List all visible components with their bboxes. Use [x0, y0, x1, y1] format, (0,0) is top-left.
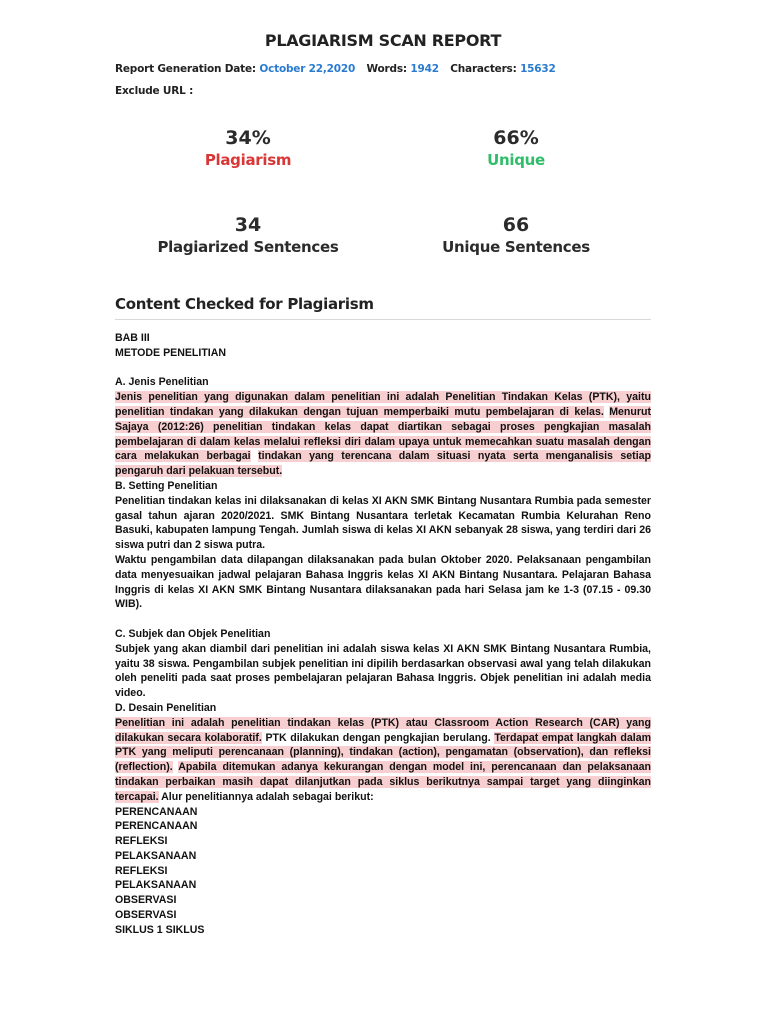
date-value: October 22,2020	[259, 63, 356, 75]
plagiarized-sentences-label: Plagiarized Sentences	[157, 238, 339, 256]
chars-value: 15632	[520, 63, 556, 75]
report-meta	[115, 63, 556, 75]
content-section-title: Content Checked for Plagiarism	[115, 295, 374, 313]
section-b-paragraph-2: Waktu pengambilan data dilapangan dilaksanakan pada bulan Oktober 2020. Pelaksanaan pengambilan data menyesuaikan jadwal pelajaran Bahasa Inggris kelas XI AKN Bintang Nusantara. Pelajaran Bahasa Inggris di kelas XI AKN SMK Bintang Nusantara dilaksanakan pada hari Selasa jam ke 1-3 (07.15 - 09.30 WIB).	[115, 553, 651, 611]
list-item: PELAKSANAAN	[115, 879, 197, 892]
section-b-heading: B. Setting Penelitian	[115, 479, 218, 492]
chars-label: Characters:	[450, 63, 517, 75]
section-b-paragraph-1: Penelitian tindakan kelas ini dilaksanakan di kelas XI AKN SMK Bintang Nusantara Rumbia pada semester gasal tahun ajaran 2020/2021. SMK Bintang Nusantara terletak Kecamatan Rumbia Kelurahan Reno Basuki, kabupaten lampung Tengah. Jumlah siswa di kelas XI AKN sebanyak 28 siswa, yang terdiri dari 26 siswa putri dan 2 siswa putra.	[115, 494, 651, 552]
chapter-subtitle: METODE PENELITIAN	[115, 346, 227, 359]
unique-label: Unique	[487, 151, 545, 169]
section-a-heading: A. Jenis Penelitian	[115, 376, 209, 389]
plagiarism-label: Plagiarism	[204, 151, 292, 169]
list-item: OBSERVASI	[115, 894, 177, 907]
list-item: OBSERVASI	[115, 909, 177, 922]
unique-percent: 66%	[493, 127, 539, 149]
list-item: PELAKSANAAN	[115, 849, 197, 862]
section-c-paragraph: Subjek yang akan diambil dari penelitian ini adalah siswa kelas XI AKN SMK Bintang Nusantara Rumbia, yaitu 38 siswa. Pengambilan subjek penelitian ini dipilih berdasarkan observasi awal yang telah dilakukan oleh peneliti pada saat proses pembelajaran pelajaran Bahasa Inggris. Objek penelitian ini adalah media video.	[115, 642, 651, 700]
words-value: 1942	[410, 63, 439, 75]
chapter-heading: BAB III	[115, 332, 150, 344]
plagiarized-sentence: Menurut Sajaya (2012:26) penelitian tindakan kelas dapat diartikan sebagai proses pengkajian masalah pembelajaran di dalam kelas melalui refleksi diri dalam upaya untuk memecahkan suatu masalah dengan cara melakukan berbagai	[115, 405, 651, 463]
section-d-paragraph	[115, 716, 651, 805]
list-item: REFLEKSI	[115, 835, 168, 848]
unique-sentences-label: Unique Sentences	[442, 238, 590, 256]
section-d-heading: D. Desain Penelitian	[115, 701, 217, 714]
unique-sentences-count: 66	[502, 214, 530, 236]
list-item: PERENCANAAN	[115, 820, 198, 833]
checked-content	[115, 331, 651, 938]
plagiarized-sentence: Terdapat empat langkah dalam PTK yang meliputi perencanaan (planning), tindakan (action), pengamatan (observation), dan refleksi (reflection).	[115, 731, 652, 774]
unique-stat	[396, 127, 636, 171]
plagiarized-sentence: Jenis penelitian yang digunakan dalam penelitian ini adalah Penelitian Tindakan Kelas (PTK), yaitu penelitian tindakan yang dilakukan dengan tujuan memperbaiki mutu pembelajaran di kelas.	[115, 391, 651, 418]
date-label: Report Generation Date:	[115, 63, 256, 75]
words-label: Words:	[366, 63, 407, 75]
plagiarized-sentence: Apabila ditemukan adanya kekurangan dengan model ini, perencanaan dan pelaksanaan tindakan perbaikan masih dapat dilanjutkan pada siklus berikutnya sampai target yang diinginkan tercapai.	[115, 761, 651, 803]
plagiarized-sentence: tindakan yang terencana dalam situasi nyata serta menganalisis setiap pengaruh dari pelakuan tersebut.	[115, 450, 651, 478]
plagiarism-stat	[128, 127, 368, 171]
unique-sentence: PTK dilakukan dengan pengkajian berulang.	[265, 731, 491, 744]
plagiarism-percent: 34%	[225, 127, 271, 149]
section-a-paragraph	[115, 390, 651, 479]
unique-sentence: Alur penelitiannya adalah sebagai berikut:	[161, 790, 374, 803]
report-title: PLAGIARISM SCAN REPORT	[264, 31, 502, 50]
list-item: SIKLUS 1 SIKLUS	[115, 923, 205, 936]
list-item: REFLEKSI	[115, 864, 168, 877]
section-c-heading: C. Subjek dan Objek Penelitian	[115, 627, 271, 640]
exclude-url-label: Exclude URL :	[115, 85, 194, 97]
plagiarized-sentences-stat	[128, 214, 368, 258]
plagiarized-sentence: Penelitian ini adalah penelitian tindakan kelas (PTK) atau Classroom Action Research (CAR) yang dilakukan secara kolaboratif.	[115, 716, 651, 744]
list-item: PERENCANAAN	[115, 805, 198, 818]
section-divider	[115, 319, 651, 320]
unique-sentences-stat	[396, 214, 636, 258]
plagiarized-sentences-count: 34	[234, 214, 262, 236]
